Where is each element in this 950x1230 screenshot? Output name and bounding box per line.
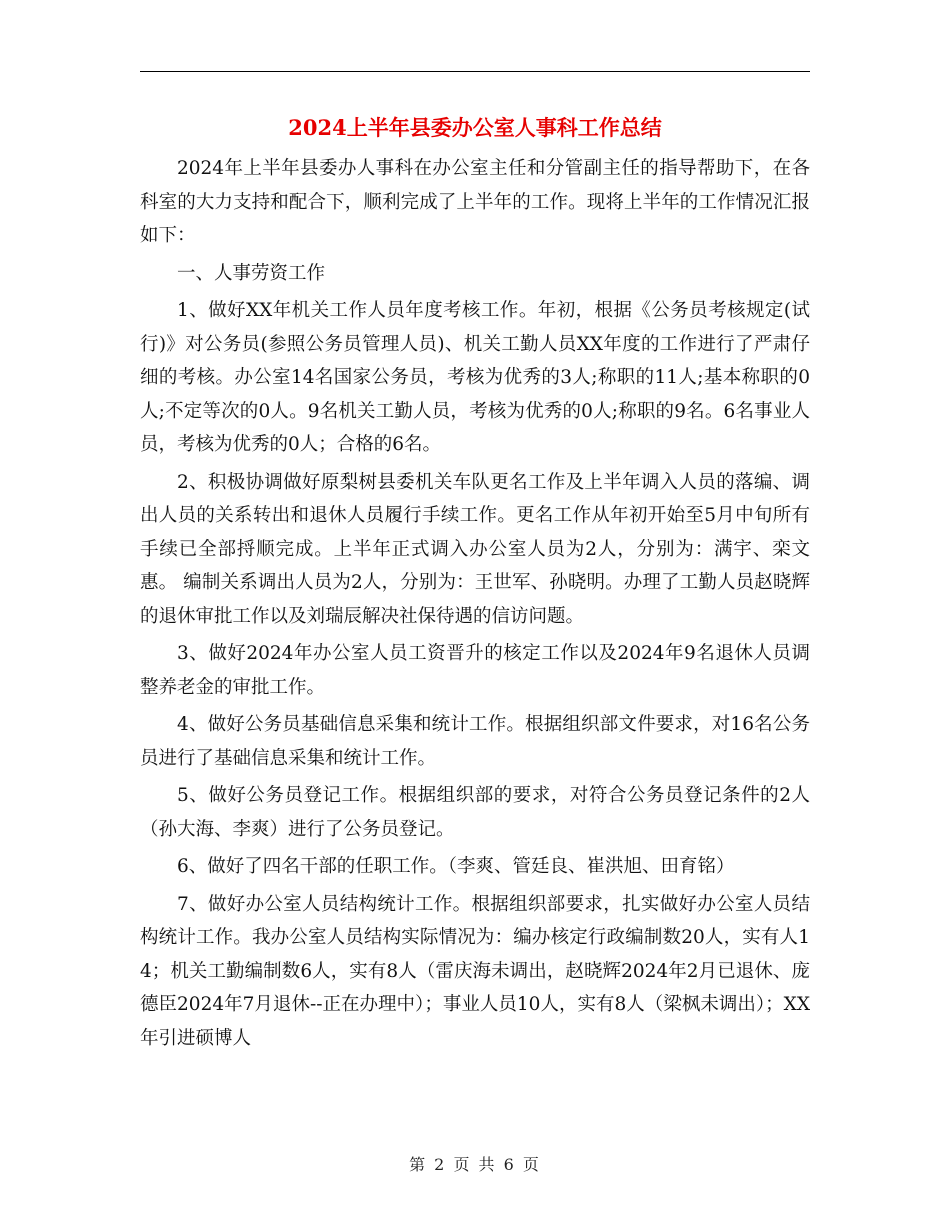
paragraph-item-3: 3、做好2024年办公室人员工资晋升的核定工作以及2024年9名退休人员调整养老金的审批工作。 (140, 643, 810, 698)
paragraph-item-7: 7、做好办公室人员结构统计工作。根据组织部要求，扎实做好办公室人员结构统计工作。我办公室人员结构实际情况为：编办核定行政编制数20人，实有人14；机关工勤编制数6人，实有8人（雷庆海未调出，赵晓辉2024年2月已退休、庞德臣2024年7月退休--正在办理中）；事业人员10人，实有8人（梁枫未调出）；XX年引进硕博人 (140, 893, 810, 1049)
document-body (140, 152, 810, 1059)
document-title: 2024上半年县委办公室人事科工作总结 (288, 115, 662, 140)
paragraph-intro: 2024年上半年县委办人事科在办公室主任和分管副主任的指导帮助下，在各科室的大力支持和配合下，顺利完成了上半年的工作。现将上半年的工作情况汇报如下： (140, 158, 810, 246)
section-heading-personnel: 一、人事劳资工作 (177, 262, 326, 284)
paragraph-item-2: 2、积极协调做好原梨树县委机关车队更名工作及上半年调入人员的落编、调出人员的关系转出和退休人员履行手续工作。更名工作从年初开始至5月中旬所有手续已全部捋顺完成。上半年正式调入办公室人员为2人，分别为：满宇、栾文惠。 编制关系调出人员为2人，分别为：王世军、孙晓明。办理了工勤人员赵晓辉的退休审批工作以及刘瑞辰解决社保待遇的信访问题。 (140, 471, 810, 627)
paragraph-item-5: 5、做好公务员登记工作。根据组织部的要求，对符合公务员登记条件的2人（孙大海、李爽）进行了公务员登记。 (140, 785, 810, 840)
paragraph-item-1: 1、做好XX年机关工作人员年度考核工作。年初，根据《公务员考核规定(试行)》对公务员(参照公务员管理人员)、机关工勤人员XX年度的工作进行了严肃仔细的考核。办公室14名国家公务员，考核为优秀的3人;称职的11人;基本称职的0人;不定等次的0人。9名机关工勤人员，考核为优秀的0人;称职的9名。6名事业人员，考核为优秀的0人；合格的6名。 (140, 300, 810, 455)
header-rule (140, 71, 810, 72)
page-number: 第 2 页 共 6 页 (409, 1155, 541, 1174)
paragraph-item-4: 4、做好公务员基础信息采集和统计工作。根据组织部文件要求，对16名公务员进行了基础信息采集和统计工作。 (140, 714, 810, 769)
paragraph-item-6: 6、做好了四名干部的任职工作。（李爽、管廷良、崔洪旭、田育铭） (177, 856, 735, 877)
